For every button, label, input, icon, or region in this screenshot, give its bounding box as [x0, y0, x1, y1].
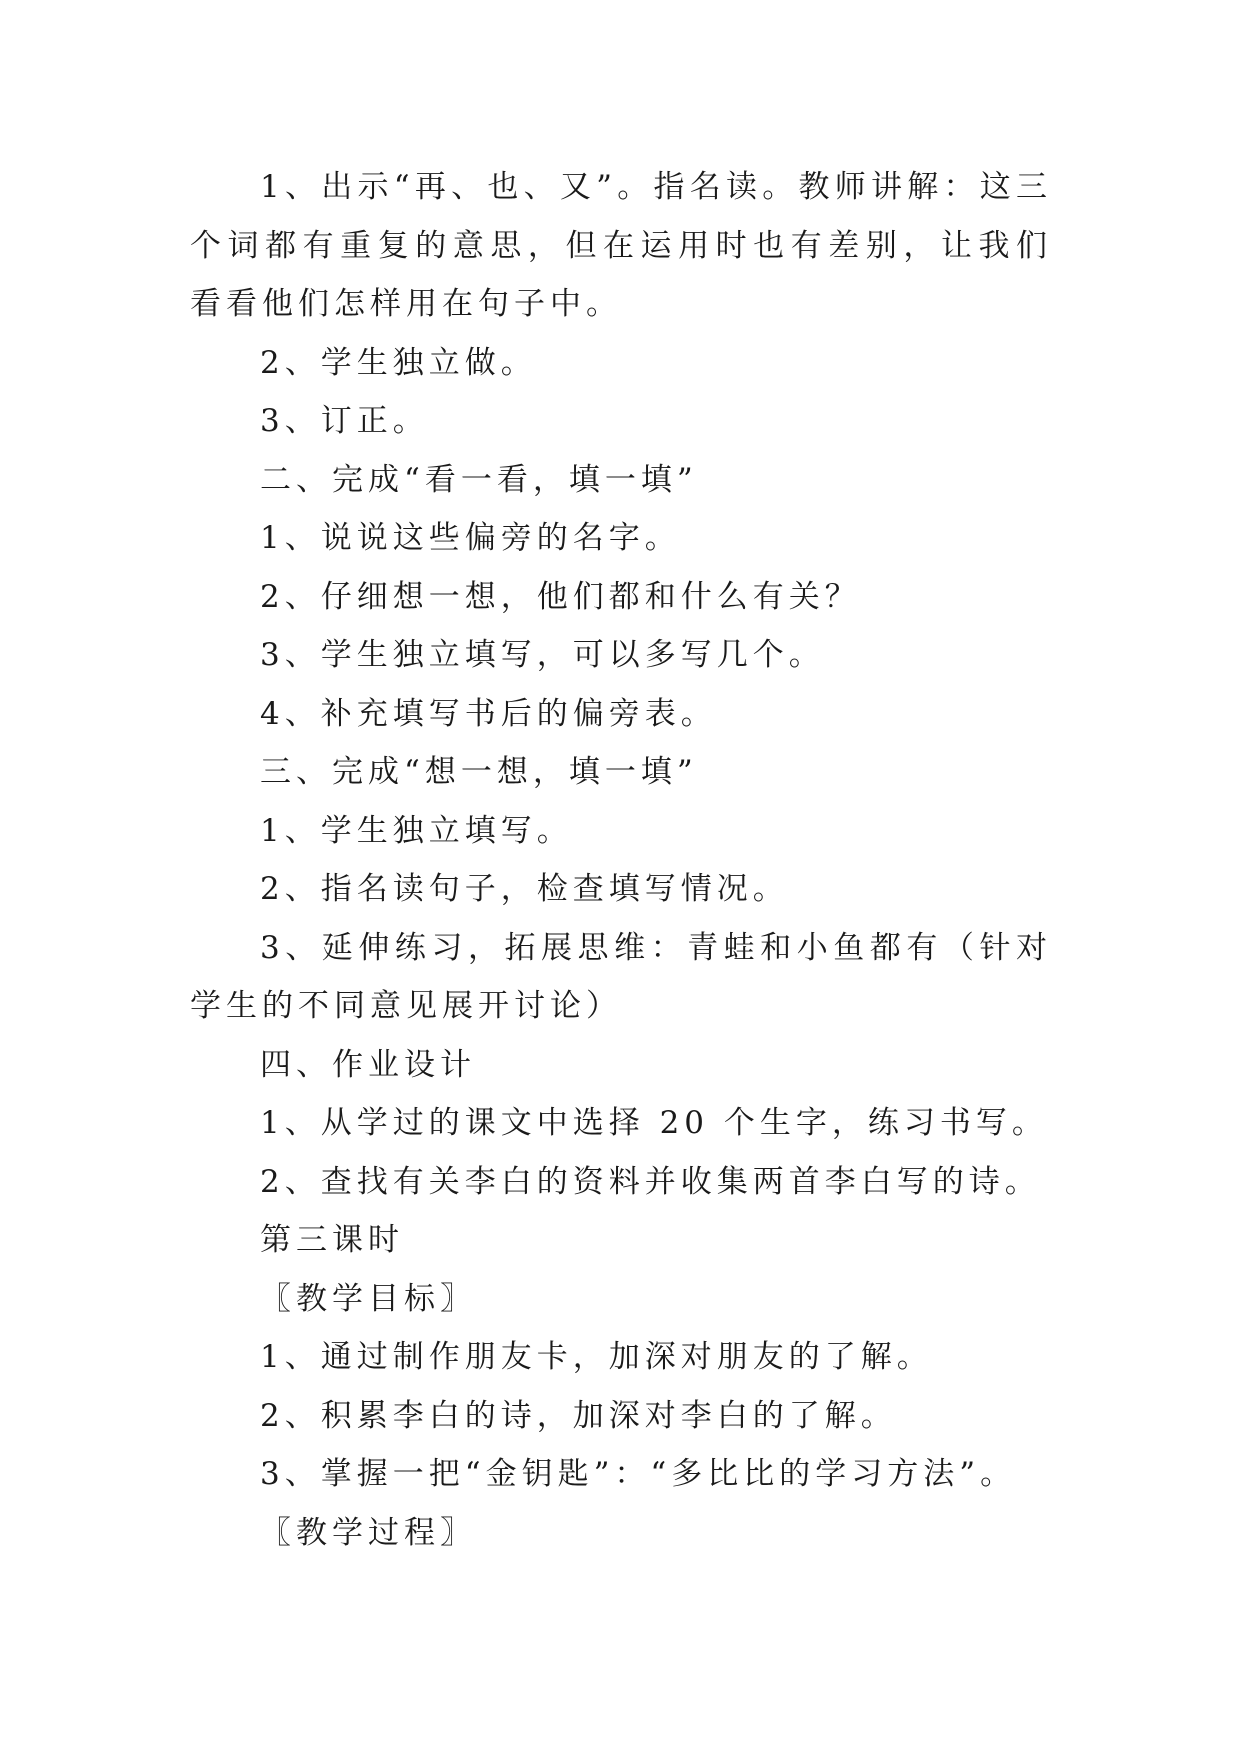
- paragraph: 1、说说这些偏旁的名字。: [260, 520, 681, 556]
- subsection-heading: 〖教学过程〗: [260, 1514, 476, 1551]
- section-heading: 三、完成“想一想，填一填”: [260, 754, 698, 790]
- paragraph: 3、学生独立填写，可以多写几个。: [260, 637, 825, 673]
- paragraph: 1、从学过的课文中选择 20 个生字，练习书写。: [260, 1105, 1048, 1141]
- paragraph: 2、指名读句子，检查填写情况。: [260, 871, 789, 907]
- paragraph: 2、积累李白的诗，加深对李白的了解。: [260, 1397, 897, 1434]
- paragraph: 3、订正。: [260, 403, 429, 439]
- subsection-heading: 〖教学目标〗: [260, 1280, 476, 1317]
- lesson-heading: 第三课时: [260, 1222, 404, 1258]
- paragraph: 1、通过制作朋友卡，加深对朋友的了解。: [260, 1339, 933, 1375]
- section-heading: 二、完成“看一看，填一填”: [260, 461, 698, 498]
- paragraph: 1、出示“再、也、又”。指名读。教师讲解：这三个词都有重复的意思，但在运用时也有差别，让我们看看他们怎样用在句子中。: [190, 169, 1052, 322]
- paragraph: 2、学生独立做。: [260, 344, 537, 381]
- paragraph: 4、补充填写书后的偏旁表。: [260, 695, 717, 732]
- paragraph: 3、延伸练习，拓展思维：青蛙和小鱼都有（针对学生的不同意见展开讨论）: [190, 929, 1052, 1024]
- paragraph: 3、掌握一把“金钥匙”：“多比比的学习方法”。: [260, 1456, 1017, 1492]
- paragraph: 2、仔细想一想，他们都和什么有关？: [260, 578, 861, 615]
- document-body: [190, 158, 1052, 1562]
- paragraph: 2、查找有关李白的资料并收集两首李白写的诗。: [260, 1163, 1041, 1200]
- section-heading: 四、作业设计: [260, 1046, 476, 1083]
- paragraph: 1、学生独立填写。: [260, 812, 573, 849]
